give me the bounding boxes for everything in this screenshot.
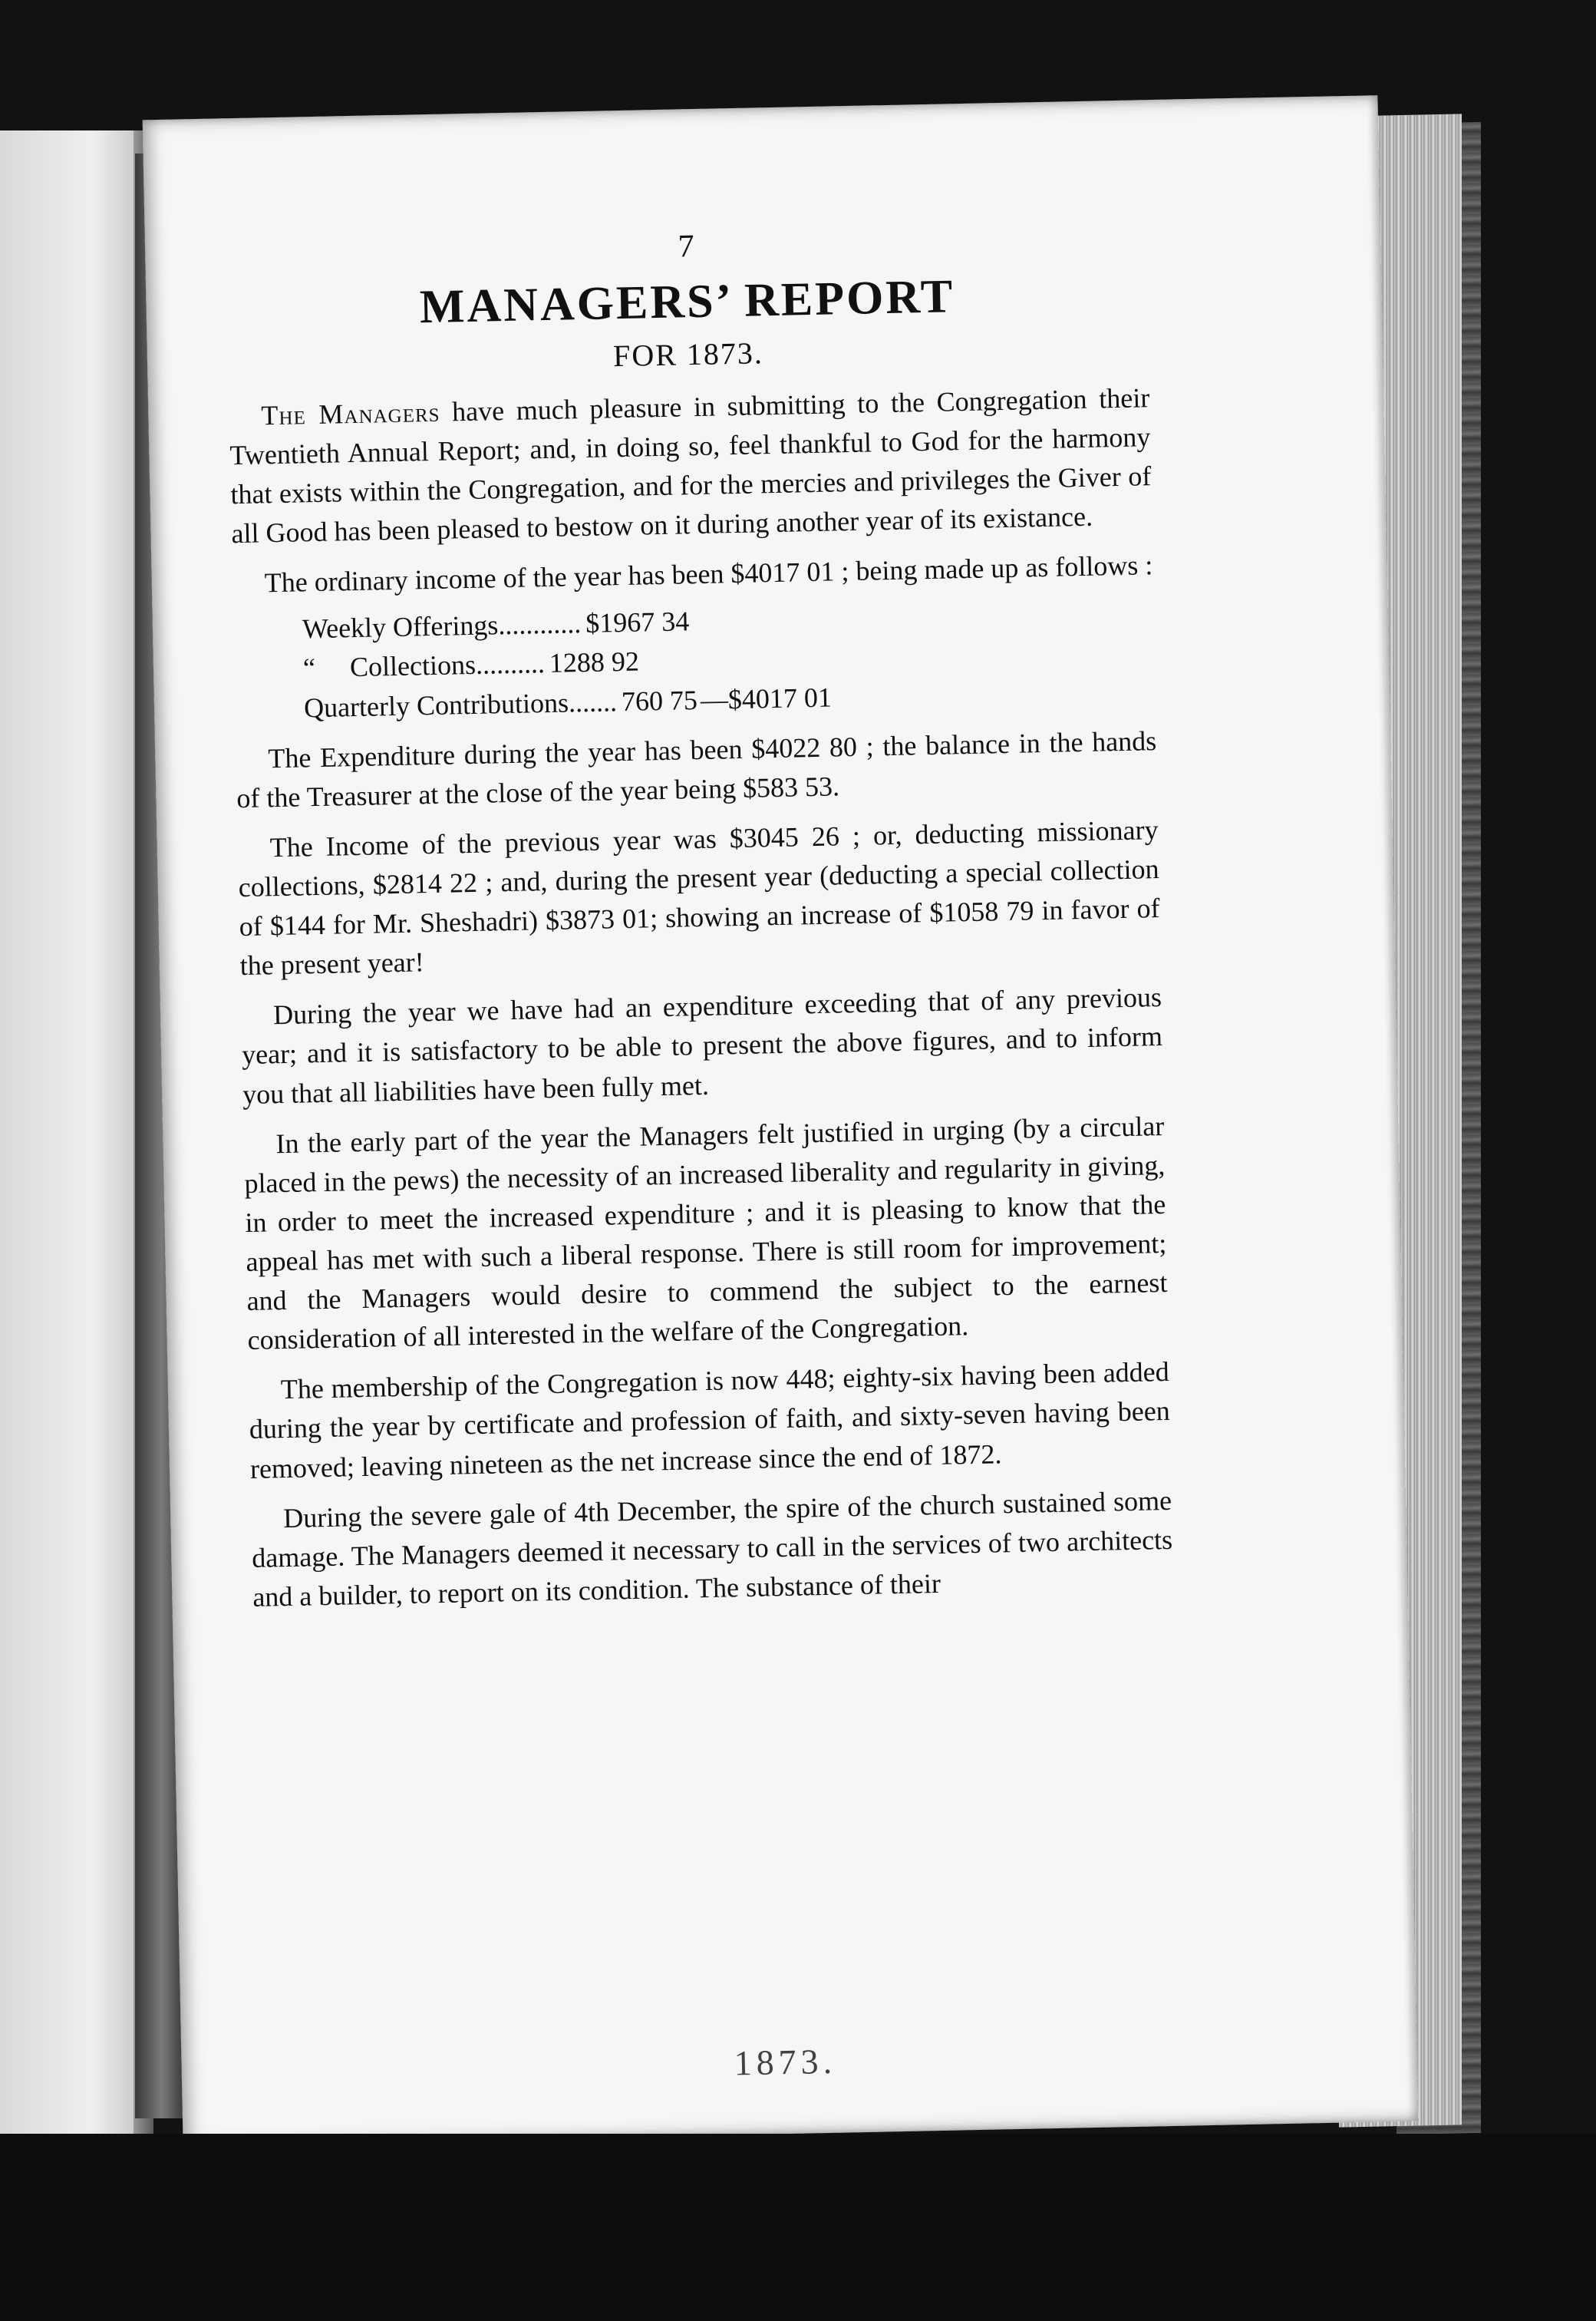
scan-background: [0, 2134, 1596, 2321]
facing-page: [0, 130, 153, 2172]
page-number: 7: [678, 229, 695, 265]
ledger-label: “ Collections..........: [302, 648, 546, 684]
intro-text: have much pleasure in submitting to the Congregation their Twentieth Annual Report; and, in doing so, feel thankful to God for the harmony that exists within the Congregation, and for the mercies and privileges the Giver of all Good has been pleased to bestow on it during another year of its existance.: [229, 381, 1152, 550]
ledger-amount: 760 75: [621, 684, 698, 717]
ledger-total: —$4017 01: [700, 682, 833, 715]
paragraph-expenditure: The Expenditure during the year has been $4022 80 ; the balance in the hands of the Treasurer at the close of the year being $583 53.: [236, 725, 1157, 814]
page-title: MANAGERS’ REPORT: [419, 269, 955, 333]
ledger-amount: $1967 34: [585, 606, 690, 639]
income-ledger: [233, 593, 1156, 728]
document-page: [143, 95, 1419, 2146]
bleed-through-text: 1873.: [734, 2041, 837, 2083]
paragraph-income: The ordinary income of the year has been $4017 01 ; being made up as follows :: [264, 550, 1153, 599]
paragraph-previous-income: The Income of the previous year was $3045 26 ; or, deducting missionary collections, $2814 22 ; and, during the present year (deducting a special collection of $144 for Mr. Sheshadri) $3873 01; showing an increase of $1058 79 in favor of the present year!: [238, 814, 1160, 982]
ledger-amount: 1288 92: [549, 646, 640, 679]
page-subtitle: FOR 1873.: [612, 335, 764, 374]
paragraph-liabilities: During the year we have had an expenditure exceeding that of any previous year; and it is satisfactory to be able to present the above figures, and to inform you that all liabilities have been fully met.: [241, 982, 1163, 1110]
paragraph-intro: [229, 378, 1152, 553]
paragraph-membership: The membership of the Congregation is now 448; eighty-six having been added during the year by certificate and profession of faith, and sixty-seven having been removed; leaving nineteen as the net increase since the end of 1872.: [249, 1356, 1171, 1484]
paragraph-gale: During the severe gale of 4th December, the spire of the church sustained some damage. The Managers deemed it necessary to call in the services of two architects and a builder, to report on its condition. The substance of their: [251, 1484, 1173, 1613]
page-text: [226, 215, 1174, 1628]
ledger-label: Quarterly Contributions.......: [303, 685, 618, 723]
ledger-label: Weekly Offerings............: [302, 608, 582, 645]
intro-lead: The Managers: [261, 396, 440, 431]
paragraph-appeal: In the early part of the year the Managers felt justified in urging (by a circular placed in the pews) the necessity of an increased liberality and regularity in giving, in order to meet the increased expenditure ; and it is pleasing to know that the appeal has met with such a liberal response. There is still room for improvement; and the Managers would desire to commend the subject to the earnest consideration of all interested in the welfare of the Congregation.: [244, 1110, 1168, 1356]
